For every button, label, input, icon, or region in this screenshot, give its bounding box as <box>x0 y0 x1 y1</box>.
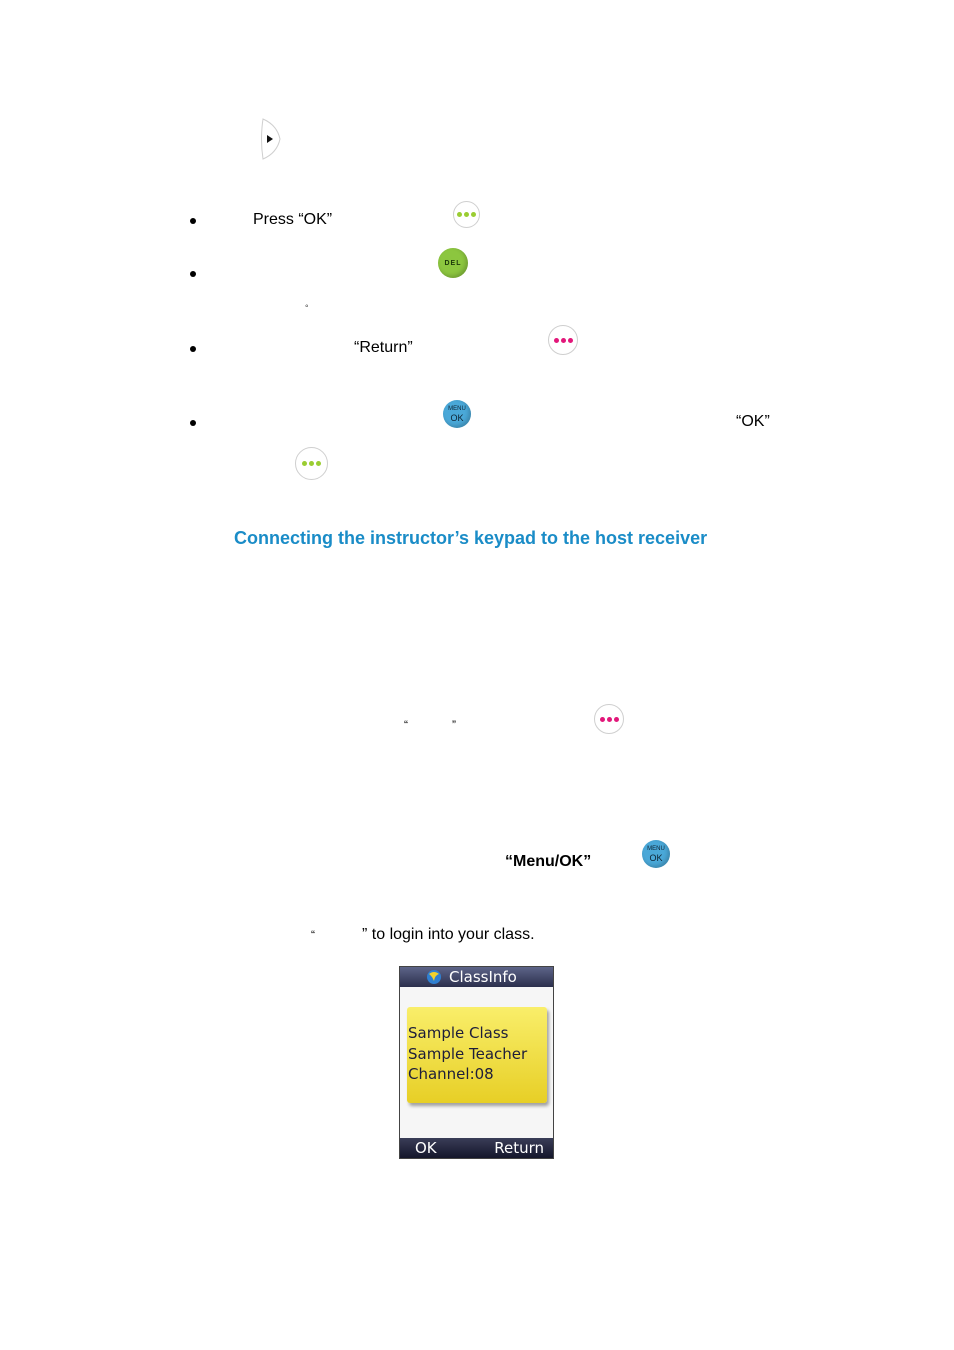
del-key-label: DEL <box>444 259 462 267</box>
teacher-name-line: Sample Teacher <box>408 1045 528 1063</box>
device-soft-key-bar <box>400 1138 553 1158</box>
press-ok-text: Press “OK” <box>253 211 333 228</box>
device-screen <box>399 966 554 1159</box>
device-title-bar <box>400 967 553 987</box>
close-quote: ” <box>452 718 456 732</box>
bullet-dot <box>190 271 196 277</box>
menu-key-top-label: MENU <box>647 846 665 852</box>
red-softkey-icon <box>594 704 624 734</box>
section-heading: Connecting the instructor’s keypad to the host receiver <box>234 528 708 548</box>
green-softkey-icon <box>453 201 480 228</box>
open-quote: “ <box>311 928 315 942</box>
menu-key-bottom-label: OK <box>450 413 464 423</box>
class-info-icon <box>426 969 442 985</box>
return-label-text: “Return” <box>354 339 413 356</box>
menu-ok-key-icon <box>642 840 670 868</box>
green-softkey-icon <box>295 447 328 480</box>
ok-label-text: “OK” <box>736 413 770 430</box>
menu-key-bottom-label: OK <box>649 853 663 863</box>
bullet-dot <box>190 420 196 426</box>
bullet-dot <box>190 218 196 224</box>
bullet-dot <box>190 346 196 352</box>
channel-line: Channel:08 <box>408 1065 494 1083</box>
open-quote: “ <box>404 718 408 732</box>
class-name-line: Sample Class <box>408 1024 509 1042</box>
nav-right-key-icon <box>259 117 281 161</box>
soft-key-ok[interactable]: OK <box>415 1139 437 1157</box>
menu-ok-text: “Menu/OK” <box>505 853 592 870</box>
menu-key-top-label: MENU <box>448 406 466 412</box>
small-circle-mark: ◦ <box>305 301 309 312</box>
del-key-icon <box>438 248 468 278</box>
login-text: ” to login into your class. <box>362 926 535 943</box>
menu-ok-key-icon <box>443 400 471 428</box>
red-softkey-icon <box>548 325 578 355</box>
class-info-card <box>407 1007 547 1103</box>
soft-key-return[interactable]: Return <box>494 1139 544 1157</box>
device-title: ClassInfo <box>449 968 517 986</box>
